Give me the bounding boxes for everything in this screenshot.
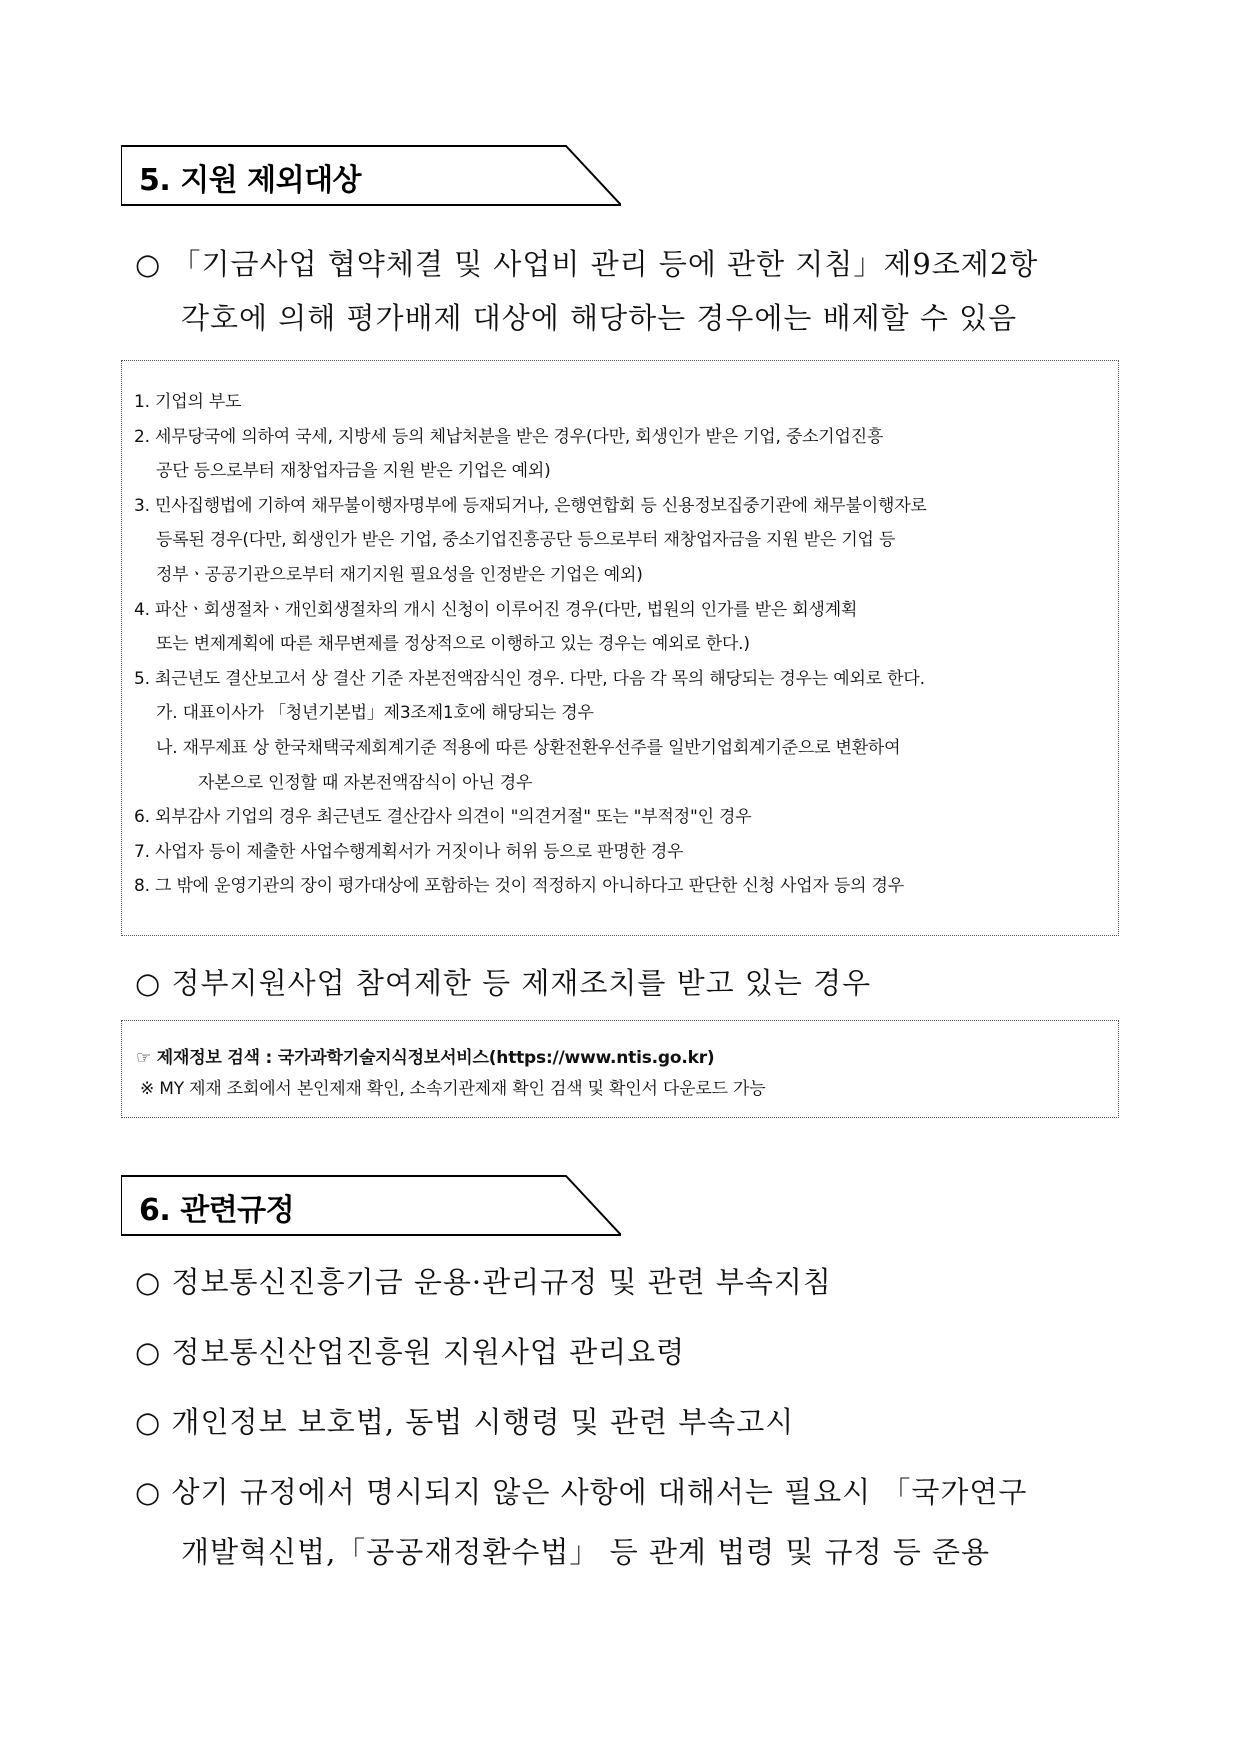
list-item-continuation: 또는 변제계획에 따른 채무변제를 정상적으로 이행하고 있는 경우는 예외로 한다.) xyxy=(156,634,750,655)
list-item: 6. 외부감사 기업의 경우 최근년도 결산감사 의견이 "의견거절" 또는 "부적정"인 경우 xyxy=(134,807,752,828)
regulation-item-text: ○ 정보통신진흥기금 운용·관리규정 및 관련 부속지침 xyxy=(135,1265,832,1299)
sanction-download-note: ※ MY 제재 조회에서 본인제재 확인, 소속기관제재 확인 검색 및 확인서 다운로드 가능 xyxy=(140,1079,766,1099)
exclusion-paragraph-line-1: ○ 「기금사업 협약체결 및 사업비 관리 등에 관한 지침」제9조제2항 xyxy=(135,247,1039,281)
section-5-header xyxy=(121,145,621,205)
regulation-item xyxy=(135,1395,1120,1449)
sub-list-item-continuation: 자본으로 인정할 때 자본전액잠식이 아닌 경우 xyxy=(198,772,533,793)
exclusion-list-box xyxy=(121,360,1119,936)
sub-list-item: 가. 대표이사가 「청년기본법」제3조제1호에 해당되는 경우 xyxy=(156,703,594,724)
list-item: 7. 사업자 등이 제출한 사업수행계획서가 거짓이나 허위 등으로 판명한 경우 xyxy=(134,841,684,862)
exclusion-paragraph xyxy=(135,237,1120,345)
regulation-item xyxy=(135,1325,1120,1379)
list-item: 4. 파산ㆍ회생절차ㆍ개인회생절차의 개시 신청이 이루어진 경우(다만, 법원의 인가를 받은 회생계획 xyxy=(134,599,858,620)
list-item: 3. 민사집행법에 기하여 채무불이행자명부에 등재되거나, 은행연합회 등 신용정보집중기관에 채무불이행자로 xyxy=(134,495,927,516)
exclusion-paragraph-line-2: 각호에 의해 평가배제 대상에 해당하는 경우에는 배제할 수 있음 xyxy=(181,301,1018,335)
regulation-item-text: ○ 정보통신산업진흥원 지원사업 관리요령 xyxy=(135,1335,686,1369)
regulation-item xyxy=(135,1465,1120,1579)
section-6-title: 6. 관련규정 xyxy=(139,1193,295,1228)
regulation-item xyxy=(135,1255,1120,1309)
sanction-paragraph-text: ○ 정부지원사업 참여제한 등 제재조치를 받고 있는 경우 xyxy=(135,966,872,1000)
list-item: 8. 그 밖에 운영기관의 장이 평가대상에 포함하는 것이 적정하지 아니하다고 판단한 신청 사업자 등의 경우 xyxy=(134,876,904,897)
list-item-continuation: 등록된 경우(다만, 회생인가 받은 기업, 중소기업진흥공단 등으로부터 재창업자금을 지원 받은 기업 등 xyxy=(156,530,896,551)
list-item: 5. 최근년도 결산보고서 상 결산 기준 자본전액잠식인 경우. 다만, 다음 각 목의 해당되는 경우는 예외로 한다. xyxy=(134,668,925,689)
sanction-notice-box xyxy=(121,1020,1119,1118)
list-item-continuation: 정부ㆍ공공기관으로부터 재기지원 필요성을 인정받은 기업은 예외) xyxy=(156,564,643,585)
sanction-search-note: ☞ 제재정보 검색 : 국가과학기술지식정보서비스(https://www.ntis.go.kr) xyxy=(136,1048,715,1068)
regulation-item-text: ○ 개인정보 보호법, 동법 시행령 및 관련 부속고시 xyxy=(135,1405,795,1439)
regulation-item-continuation: 개발혁신법,「공공재정환수법」 등 관계 법령 및 규정 등 준용 xyxy=(181,1535,991,1569)
list-item: 1. 기업의 부도 xyxy=(134,392,242,412)
regulation-item-text: ○ 상기 규정에서 명시되지 않은 사항에 대해서는 필요시 「국가연구 xyxy=(135,1475,1028,1509)
sanction-paragraph xyxy=(135,956,1120,1010)
section-5-title: 5. 지원 제외대상 xyxy=(139,163,362,198)
list-item: 2. 세무당국에 의하여 국세, 지방세 등의 체납처분을 받은 경우(다만, 회생인가 받은 기업, 중소기업진흥 xyxy=(134,426,884,447)
section-6-header xyxy=(121,1175,621,1235)
list-item-continuation: 공단 등으로부터 재창업자금을 지원 받은 기업은 예외) xyxy=(156,461,551,482)
sub-list-item: 나. 재무제표 상 한국채택국제회계기준 적용에 따른 상환전환우선주를 일반기업회계기준으로 변환하여 xyxy=(156,737,901,758)
